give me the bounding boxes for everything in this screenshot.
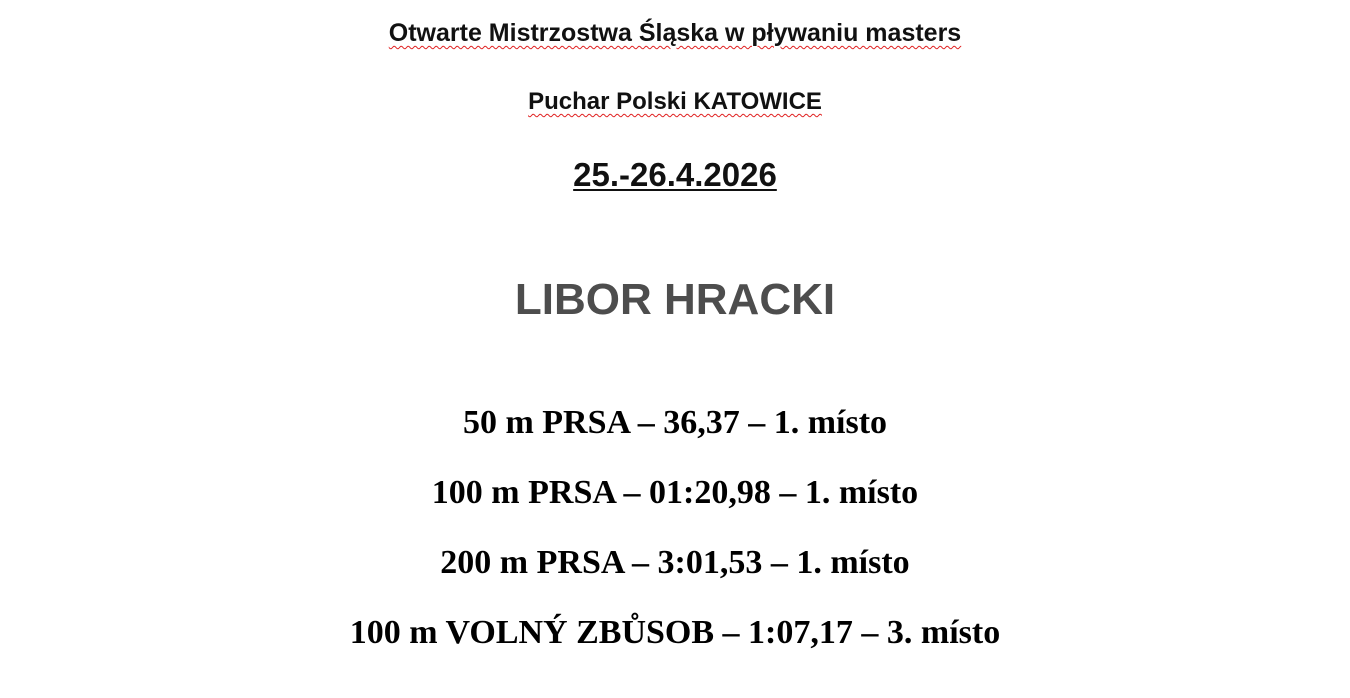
event-subtitle-text: Puchar Polski KATOWICE [528, 88, 822, 115]
event-title-text: Otwarte Mistrzostwa Śląska w pływaniu masters [388, 19, 962, 47]
athlete-name: LIBOR HRACKI [514, 275, 836, 324]
event-subtitle [0, 85, 1350, 119]
event-date: 25.-26.4.2026 [573, 156, 777, 193]
result-line: 200 m PRSA – 3:01,53 – 1. místo [440, 544, 910, 581]
result-line: 100 m VOLNÝ ZBŮSOB – 1:07,17 – 3. místo [349, 614, 1001, 651]
result-line: 50 m PRSA – 36,37 – 1. místo [462, 404, 888, 441]
result-line: 100 m PRSA – 01:20,98 – 1. místo [431, 474, 919, 511]
event-title [0, 16, 1350, 50]
